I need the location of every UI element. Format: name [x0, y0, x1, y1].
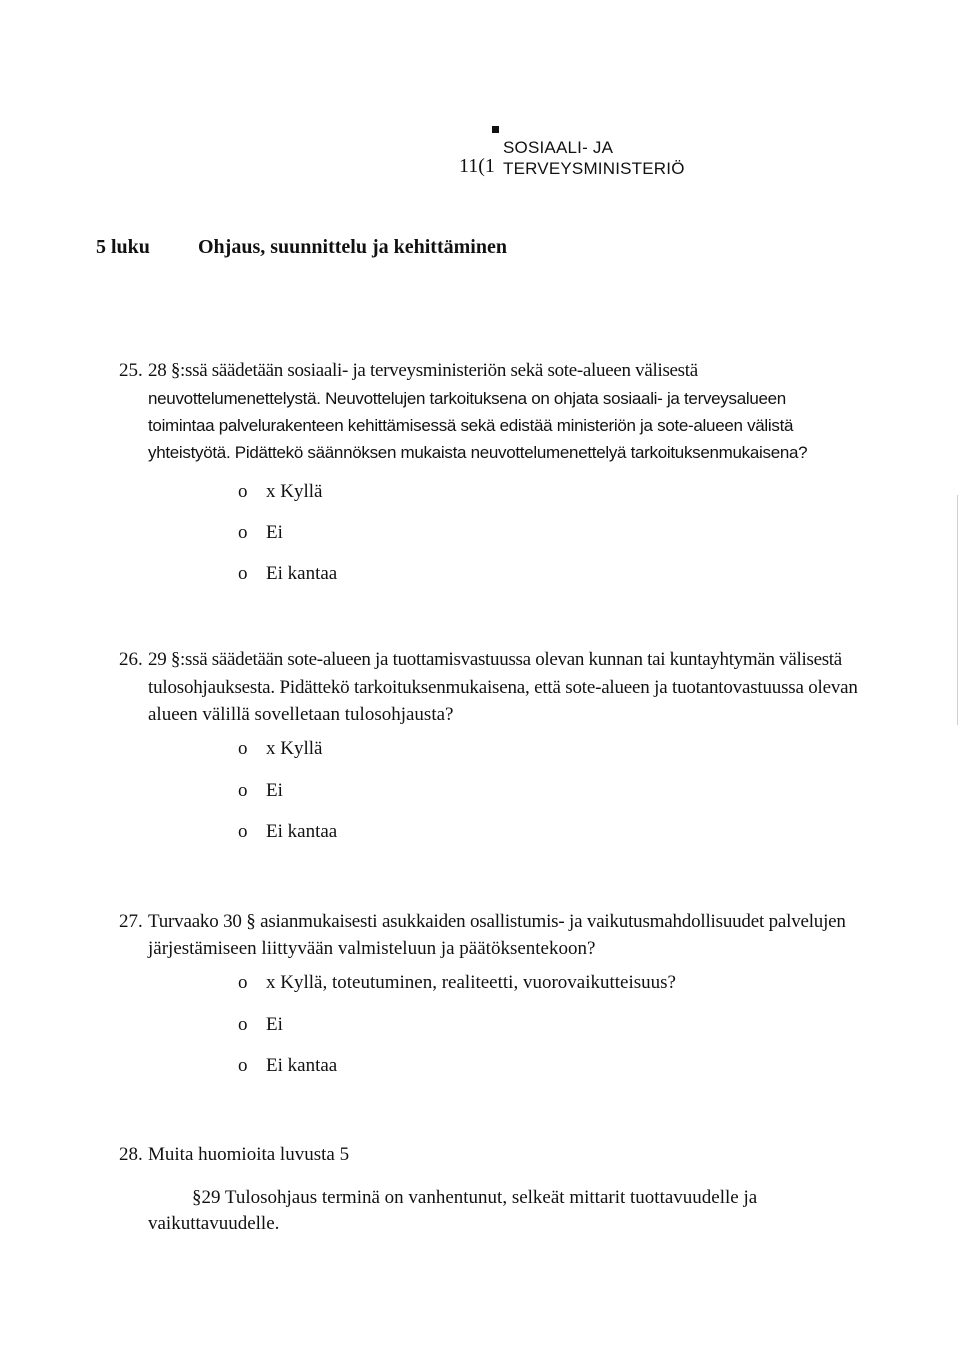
question-26-text-line-2: tulosohjauksesta. Pidättekö tarkoituksenmukaisena, että sote-alueen ja tuotantovastuussa olevan	[148, 677, 858, 698]
chapter-number: 5 luku	[96, 236, 150, 258]
q25-option-no-opinion-bullet: o	[238, 563, 248, 584]
question-28-answer-line-1: §29 Tulosohjaus terminä on vanhentunut, selkeät mittarit tuottavuudelle ja	[192, 1187, 758, 1208]
question-25-text-line-3: toimintaa palvelurakenteen kehittämisessä sekä edistää ministeriön ja sote-alueen välistä	[148, 416, 794, 435]
question-25-text-line-1: 28 §:ssä säädetään sosiaali- ja terveysministeriön sekä sote-alueen välisestä	[148, 360, 698, 381]
q25-option-yes: x Kyllä	[266, 481, 323, 502]
page-number: 11(1	[459, 155, 495, 177]
header-bullet	[492, 126, 499, 133]
q27-option-yes-bullet: o	[238, 972, 248, 993]
question-28-answer-line-2: vaikuttavuudelle.	[148, 1213, 280, 1234]
q26-option-no-opinion-bullet: o	[238, 821, 248, 842]
question-26-text-line-3: alueen välillä sovelletaan tulosohjausta?	[148, 704, 454, 725]
question-27-number: 27.	[119, 911, 143, 932]
question-28-number: 28.	[119, 1144, 143, 1165]
question-26-text-line-1: 29 §:ssä säädetään sote-alueen ja tuottamisvastuussa olevan kunnan tai kuntayhtymän välisestä	[148, 649, 842, 670]
question-25-number: 25.	[119, 360, 143, 381]
q26-option-yes: x Kyllä	[266, 738, 323, 759]
q26-option-yes-bullet: o	[238, 738, 248, 759]
q27-option-yes: x Kyllä, toteutuminen, realiteetti, vuorovaikutteisuus?	[266, 972, 676, 993]
q27-option-no-opinion: Ei kantaa	[266, 1055, 338, 1076]
q27-option-no-bullet: o	[238, 1014, 248, 1035]
q25-option-no-opinion: Ei kantaa	[266, 563, 338, 584]
q26-option-no: Ei	[266, 780, 283, 801]
question-27-text-line-2: järjestämiseen liittyvään valmisteluun ja päätöksentekoon?	[148, 938, 596, 959]
chapter-title: Ohjaus, suunnittelu ja kehittäminen	[198, 236, 507, 258]
q26-option-no-opinion: Ei kantaa	[266, 821, 338, 842]
question-25-text-line-2: neuvottelumenettelystä. Neuvottelujen tarkoituksena on ohjata sosiaali- ja terveysalueen	[148, 389, 786, 408]
question-26-number: 26.	[119, 649, 143, 670]
q27-option-no: Ei	[266, 1014, 283, 1035]
q25-option-no: Ei	[266, 522, 283, 543]
q25-option-no-bullet: o	[238, 522, 248, 543]
org-name-line-2: TERVEYSMINISTERIÖ	[503, 159, 685, 178]
q27-option-no-opinion-bullet: o	[238, 1055, 248, 1076]
question-27-text-line-1: Turvaako 30 § asianmukaisesti asukkaiden osallistumis- ja vaikutusmahdollisuudet palvelujen	[148, 911, 846, 932]
scan-edge-line	[957, 495, 958, 725]
q25-option-yes-bullet: o	[238, 481, 248, 502]
question-28-text-line-1: Muita huomioita luvusta 5	[148, 1144, 350, 1165]
q26-option-no-bullet: o	[238, 780, 248, 801]
question-25-text-line-4: yhteistyötä. Pidättekö säännöksen mukaista neuvottelumenettelyä tarkoituksenmukaisena?	[148, 443, 808, 462]
org-name-line-1: SOSIAALI- JA	[503, 138, 614, 157]
